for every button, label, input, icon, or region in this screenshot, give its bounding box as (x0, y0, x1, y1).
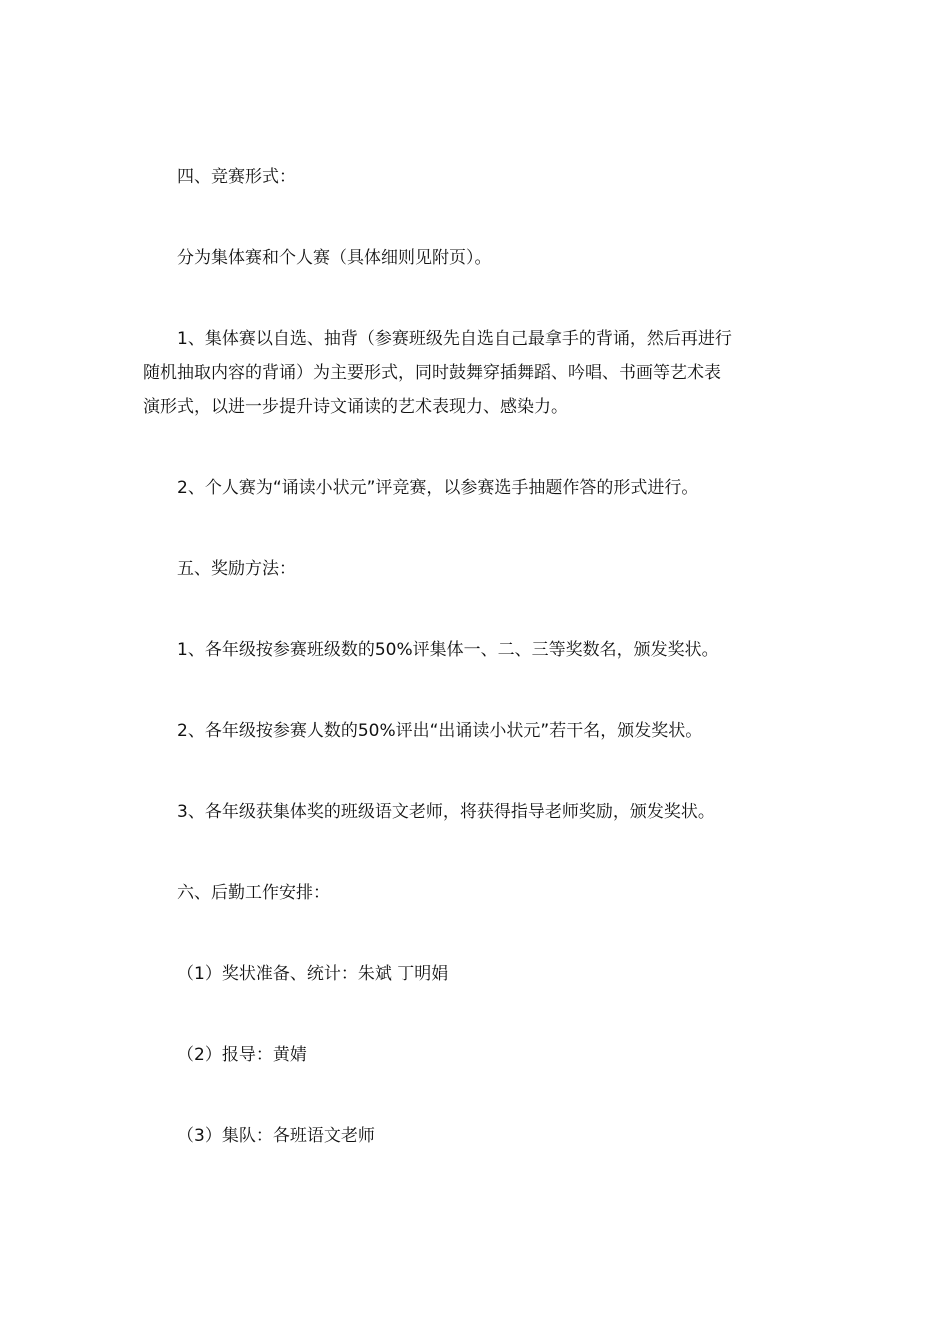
section-heading-logistics: 六、后勤工作安排： (177, 883, 330, 903)
section-heading-competition-format: 四、竞赛形式： (177, 167, 296, 187)
logistics-item-report: （2）报导：黄婧 (177, 1045, 307, 1065)
document-body (143, 160, 808, 1200)
competition-format-item-group (143, 322, 808, 424)
section-heading-awards: 五、奖励方法： (177, 559, 296, 579)
paragraph-line: 1、集体赛以自选、抽背（参赛班级先自选自己最拿手的背诵，然后再进行 (177, 329, 732, 349)
competition-format-intro: 分为集体赛和个人赛（具体细则见附页）。 (177, 248, 492, 268)
competition-format-item-individual: 2、个人赛为“诵读小状元”评竞赛，以参赛选手抽题作答的形式进行。 (177, 478, 699, 498)
awards-item-group: 1、各年级按参赛班级数的50%评集体一、二、三等奖数名，颁发奖状。 (177, 640, 719, 660)
awards-item-teacher: 3、各年级获集体奖的班级语文老师，将获得指导老师奖励，颁发奖状。 (177, 802, 715, 822)
paragraph-line: 随机抽取内容的背诵）为主要形式，同时鼓舞穿插舞蹈、吟唱、书画等艺术表 (143, 363, 721, 383)
paragraph-line: 演形式，以进一步提升诗文诵读的艺术表现力、感染力。 (143, 397, 568, 417)
logistics-item-certificates: （1）奖状准备、统计：朱斌 丁明娟 (177, 964, 449, 984)
awards-item-individual: 2、各年级按参赛人数的50%评出“出诵读小状元”若干名，颁发奖状。 (177, 721, 703, 741)
logistics-item-assembly: （3）集队：各班语文老师 (177, 1126, 375, 1146)
